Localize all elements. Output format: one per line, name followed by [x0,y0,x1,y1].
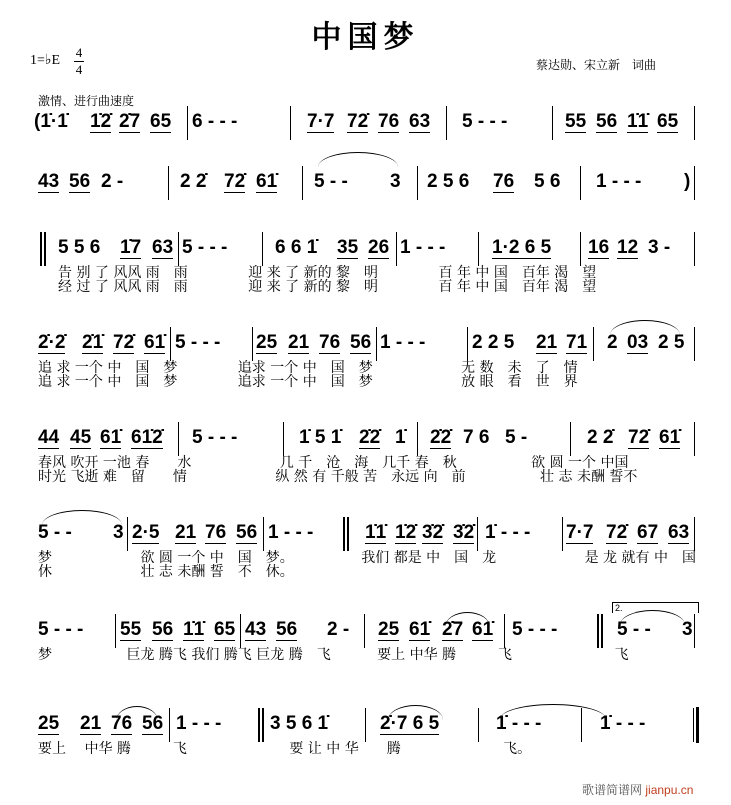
note-group: 1 - - - [380,332,426,353]
bar-line [580,166,581,200]
bar-line [365,708,366,742]
note-group: 61̇2̇ [131,427,163,448]
note-group: 5 - - - [175,332,221,353]
note-group: 21 [80,713,102,734]
bar-line [477,517,478,551]
note-group: 3 [390,171,401,192]
note-group: 63 [152,237,174,258]
note-group: 1 - - - [596,171,642,192]
bar-line [593,327,594,361]
note-group: 67 [637,522,659,543]
note-group: 2̇·2̇ [38,332,66,353]
note-group: 2̇7 [442,619,464,640]
slur [445,612,490,627]
note-group: 3 - [648,237,671,258]
bar-line [478,232,479,266]
note-group: 1̇ - - - [496,713,542,734]
note-group: 3̇2̇ [422,522,444,543]
note-group: 1̇1̇ [627,111,649,132]
bar-line [694,327,695,361]
bar-line [552,106,553,140]
bar-line [467,327,468,361]
note-group: 2 2̇ [180,171,207,192]
note-group: 3 [113,522,124,543]
note-group: 2·5 [132,522,160,543]
note-group: 72̇ [606,522,628,543]
note-group: ) [684,171,691,192]
note-group: 2 - [327,619,350,640]
note-group: 56 [276,619,298,640]
note-group: 61̇ [472,619,494,640]
lyrics-line-2: 追 求 一个 中 国 梦 追求 一个 中 国 梦 放 眼 看 世 界 [38,374,578,390]
bar-line [178,232,179,266]
bar-line [187,106,188,140]
note-group: 56 [236,522,258,543]
slur [610,320,680,335]
slur [116,706,158,721]
lyrics-line-2: 经 过 了 风风 雨 雨 迎 来 了 新的 黎 明 百 年 中 国 百年 渴 望 [58,279,597,295]
lyrics-line-2: 休 壮 志 未酬 誓 不 休。 [38,564,294,580]
bar-line [694,166,695,200]
note-group: 1 - - - [268,522,314,543]
note-group: (1̇·1̇ [34,111,68,132]
final-barline [693,708,694,742]
note-group: 5 6 [534,171,561,192]
note-group: 65 [150,111,172,132]
bar-line [263,517,264,551]
note-group: 3 [682,619,693,640]
note-group: 12 [617,237,639,258]
bar-line [115,614,116,648]
note-group: 2 - [101,171,124,192]
note-group: 7·7 [566,522,594,543]
bar-line [376,327,377,361]
note-group: 56 [142,713,164,734]
slur [318,152,398,167]
note-group: 1̇ - - - [485,522,531,543]
note-group: 56 [350,332,372,353]
note-group: 61̇ [256,171,278,192]
key-label: 1=♭E [30,53,61,68]
note-group: 1·2 6 5 [492,237,552,258]
note-group: 35 [337,237,359,258]
note-group: 1 - - - [176,713,222,734]
note-group: 72̇ [628,427,650,448]
note-group: 72̇ [113,332,135,353]
note-group: 61̇ [409,619,431,640]
note-group: 1̇ 5 1̇ [299,427,342,448]
note-group: 76 [378,111,400,132]
note-group: 6 6 1̇ [275,237,318,258]
note-group: 5 - - - [512,619,558,640]
note-group: 43 [245,619,267,640]
note-group: 26 [368,237,390,258]
note-group: 5 - - - [38,619,84,640]
note-group: 76 [111,713,133,734]
note-group: 7 6 [463,427,490,448]
bar-line [446,106,447,140]
note-group: 1̇ - - - [600,713,646,734]
note-group: 3 5 6 1̇ [270,713,329,734]
note-group: 55 [120,619,142,640]
slur [388,705,443,720]
note-group: 1̇1̇ [183,619,205,640]
note-group: 2̇7 [119,111,141,132]
bar-line [364,614,365,648]
note-group: 44 [38,427,60,448]
bar-line [178,422,179,456]
lyrics-line-1: 追 求 一个 中 国 梦 追求 一个 中 国 梦 无 数 未 了 情 [38,360,578,376]
note-group: 2 5 6 [427,171,470,192]
note-group: 55 [565,111,587,132]
note-group: 45 [70,427,92,448]
note-group: 2̇1̇ [82,332,104,353]
bar-line [252,327,253,361]
bar-line [478,708,479,742]
repeat-start-barline [343,517,345,551]
bar-line [694,614,695,648]
key-signature [30,45,83,77]
bar-line [570,422,571,456]
note-group: 61̇ [144,332,166,353]
note-group: 5 5 6 [58,237,101,258]
bar-line [694,517,695,551]
bar-line [168,166,169,200]
note-group: 16 [588,237,610,258]
note-group: 2̇2̇ [359,427,381,448]
note-group: 2 [607,332,618,353]
repeat-end-barline [597,614,599,648]
bar-line [396,232,397,266]
note-group: 2 5 [658,332,685,353]
bar-line [694,422,695,456]
note-group: 03 [627,332,649,353]
note-group: 5 - - [314,171,348,192]
lyrics-line-1: 梦 欲 圆 一个 中 国 梦。 我们 都是 中 国 龙 是 龙 就有 中 国 [38,550,696,566]
bar-line [504,614,505,648]
bar-line [290,106,291,140]
note-group: 1̇2̇ [395,522,417,543]
note-group: 65 [214,619,236,640]
note-group: 56 [152,619,174,640]
note-group: 3̇2̇ [453,522,475,543]
time-signature: 4 4 [75,45,83,77]
note-group: 1̇ [395,427,406,448]
tempo-marking: 激情、进行曲速度 [38,94,135,108]
lyrics-line-2: 时光 飞逝 难 留 情 纵 然 有 千般 苦 永远 向 前 壮 志 未酬 誓不 [38,469,638,485]
bar-line [169,708,170,742]
note-group: 1 - - - [400,237,446,258]
lyrics-line-1: 春风 吹开 一池 春 水 几 千 沧 海 几千 春 秋 欲 圆 一个 中国 [38,455,629,471]
note-group: 1̇2̇ [90,111,112,132]
note-group: 2 2 5 [472,332,515,353]
note-group: 63 [409,111,431,132]
note-group: 5 - - - [462,111,508,132]
bar-line [240,614,241,648]
note-group: 56 [69,171,91,192]
note-group: 61̇ [100,427,122,448]
volta-bracket: 2. [612,602,699,613]
slur [500,704,606,719]
repeat-start-barline [40,232,42,266]
note-group: 25 [38,713,60,734]
note-group: 72̇ [347,111,369,132]
note-group: 2̇2̇ [430,427,452,448]
bar-line [262,232,263,266]
bar-line [694,106,695,140]
watermark: 歌谱简谱网 jianpu.cn [582,783,694,797]
lyrics-line-1: 梦 巨龙 腾飞 我们 腾飞 巨龙 腾 飞 要上 中华 腾 飞 飞 [38,647,629,663]
bar-line [302,166,303,200]
note-group: 25 [378,619,400,640]
note-group: 5 - [505,427,528,448]
bar-line [562,517,563,551]
bar-line [283,422,284,456]
note-group: 1̇7 [120,237,142,258]
note-group: 43 [38,171,60,192]
bar-line [417,166,418,200]
note-group: 76 [205,522,227,543]
bar-line [694,232,695,266]
repeat-end-barline [258,708,260,742]
note-group: 21 [536,332,558,353]
note-group: 21 [175,522,197,543]
lyrics-line-1: 告 别 了 风风 雨 雨 迎 来 了 新的 黎 明 百 年 中 国 百年 渴 望 [58,265,597,281]
note-group: 71 [566,332,588,353]
score-title: 中国梦 [311,20,420,55]
note-group: 65 [657,111,679,132]
note-group: 1̇1̇ [365,522,387,543]
bar-line [170,327,171,361]
note-group: 7·7 [307,111,335,132]
authors-credit: 蔡达勋、宋立新 词曲 [536,58,657,72]
note-group: 5 - - [38,522,72,543]
note-group: 72̇ [224,171,246,192]
bar-line [580,232,581,266]
slur [42,510,122,525]
note-group: 21 [288,332,310,353]
note-group: 56 [596,111,618,132]
note-group: 61̇ [659,427,681,448]
note-group: 63 [668,522,690,543]
bar-line [127,517,128,551]
note-group: 2 2̇ [587,427,614,448]
note-group: 76 [319,332,341,353]
note-group: 5 - - - [192,427,238,448]
note-group: 2̇·7 6 5 [380,713,440,734]
lyrics-line-1: 要上 中华 腾 飞 要 让 中 华 腾 飞。 [38,741,532,757]
note-group: 76 [493,171,515,192]
note-group: 5 - - - [182,237,228,258]
note-group: 5 - - [617,619,651,640]
bar-line [417,422,418,456]
note-group: 6 - - - [192,111,238,132]
note-group: 25 [256,332,278,353]
